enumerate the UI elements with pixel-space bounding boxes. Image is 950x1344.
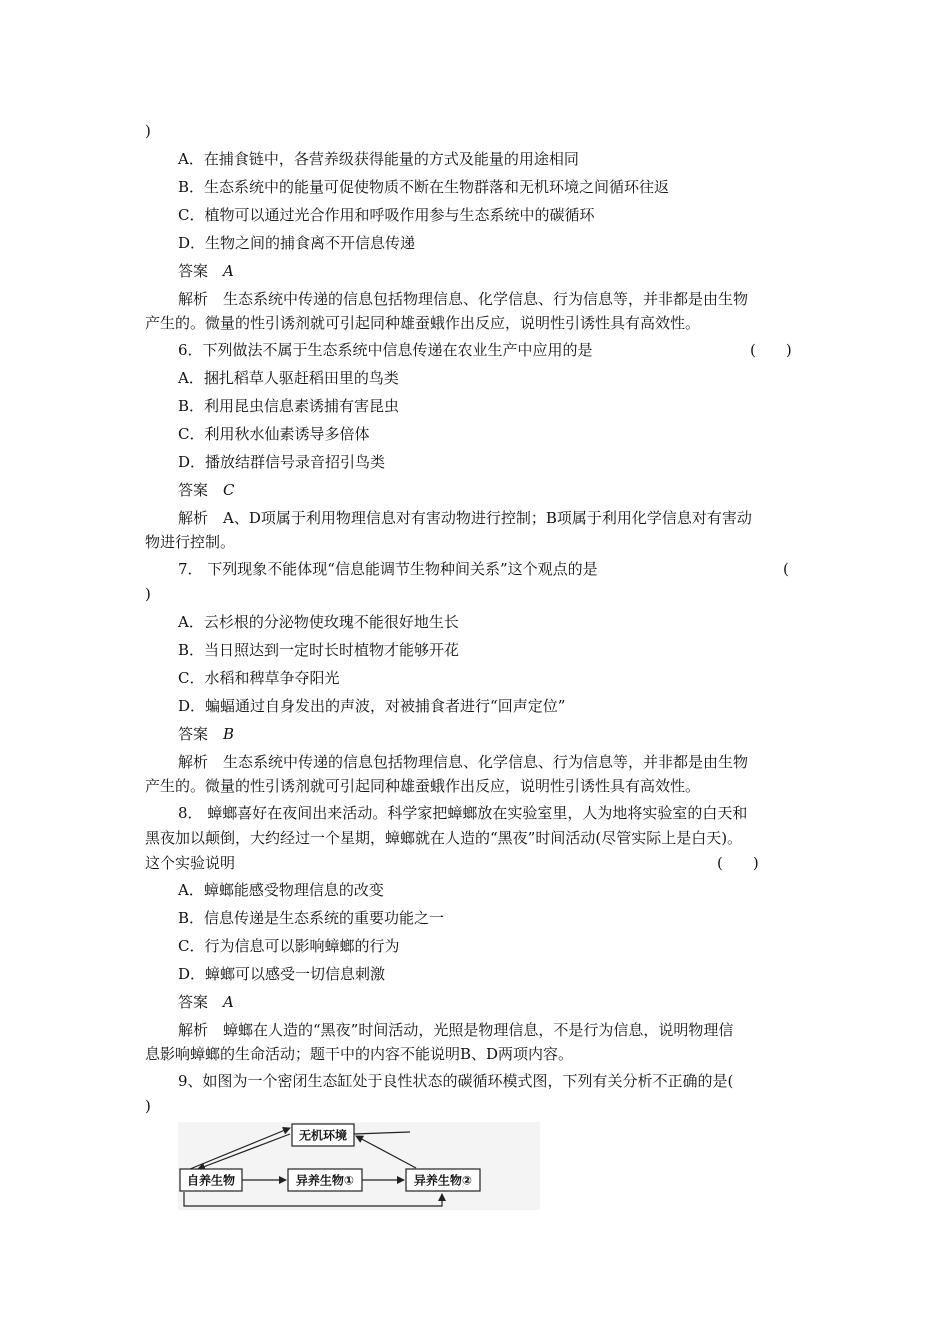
q6-answer bbox=[178, 480, 235, 500]
q8-answer bbox=[178, 992, 234, 1012]
q5-option-b: B．生态系统中的能量可促使物质不断在生物群落和无机环境之间循环往返 bbox=[178, 178, 670, 196]
q5-analysis-line2: 产生的。微量的性引诱剂就可引起同种雄蚕蛾作出反应，说明性引诱性具有高效性。 bbox=[145, 314, 701, 332]
q8-answer-bracket: ( ) bbox=[717, 854, 759, 872]
q8-option-b: B．信息传递是生态系统的重要功能之一 bbox=[178, 909, 445, 927]
q7-answer-label: 答案 bbox=[178, 725, 209, 743]
q6-answer-label: 答案 bbox=[178, 481, 209, 499]
q8-option-c: C．行为信息可以影响蟑螂的行为 bbox=[178, 937, 400, 955]
q9-stem: 9、如图为一个密闭生态缸处于良性状态的碳循环模式图，下列有关分析不正确的是( bbox=[178, 1072, 734, 1090]
q5-option-c: C．植物可以通过光合作用和呼吸作用参与生态系统中的碳循环 bbox=[178, 206, 595, 224]
q7-option-b: B．当日照达到一定时长时植物才能够开花 bbox=[178, 641, 460, 659]
q5-option-a: A．在捕食链中，各营养级获得能量的方式及能量的用途相同 bbox=[178, 150, 579, 168]
q5-answer bbox=[178, 261, 234, 281]
q6-answer-bracket: ( ) bbox=[750, 341, 792, 359]
q8-stem-line2: 黑夜加以颠倒，大约经过一个星期，蟑螂就在人造的“黑夜”时间活动(尽管实际上是白天)。 bbox=[145, 829, 743, 847]
q7-stem: 7． 下列现象不能体现“信息能调节生物种间关系”这个观点的是 bbox=[178, 560, 598, 578]
q8-analysis-line2: 息影响蟑螂的生命活动；题干中的内容不能说明B、D两项内容。 bbox=[145, 1045, 574, 1063]
q7-answer bbox=[178, 724, 234, 744]
q8-stem-line1: 8． 蟑螂喜好在夜间出来活动。科学家把蟑螂放在实验室里，人为地将实验室的白天和 bbox=[178, 804, 748, 822]
q7-analysis-line1: 解析 生态系统中传递的信息包括物理信息、化学信息、行为信息等，并非都是由生物 bbox=[178, 753, 749, 771]
q6-option-c: C．利用秋水仙素诱导多倍体 bbox=[178, 425, 370, 443]
node-het1-label: 异养生物① bbox=[295, 1173, 355, 1188]
q6-option-a: A．捆扎稻草人驱赶稻田里的鸟类 bbox=[178, 369, 399, 387]
q9-bracket-close: ) bbox=[145, 1097, 151, 1115]
q6-answer-value: C bbox=[223, 481, 235, 499]
q7-answer-value: B bbox=[223, 725, 235, 743]
q5-answer-label: 答案 bbox=[178, 262, 209, 280]
q8-option-a: A．蟑螂能感受物理信息的改变 bbox=[178, 881, 384, 899]
carbon-cycle-diagram bbox=[178, 1122, 540, 1210]
node-env-label: 无机环境 bbox=[298, 1128, 348, 1143]
q5-option-d: D．生物之间的捕食离不开信息传递 bbox=[178, 234, 416, 252]
q7-analysis-line2: 产生的。微量的性引诱剂就可引起同种雄蚕蛾作出反应，说明性引诱性具有高效性。 bbox=[145, 777, 701, 795]
q5-answer-value: A bbox=[223, 262, 234, 280]
q7-option-d: D．蝙蝠通过自身发出的声波，对被捕食者进行“回声定位” bbox=[178, 697, 566, 715]
q8-answer-value: A bbox=[223, 993, 234, 1011]
q8-analysis-line1: 解析 蟑螂在人造的“黑夜”时间活动，光照是物理信息，不是行为信息，说明物理信 bbox=[178, 1021, 734, 1039]
q8-stem-line3: 这个实验说明 bbox=[145, 854, 236, 872]
q8-option-d: D．蟑螂可以感受一切信息刺激 bbox=[178, 965, 386, 983]
q6-option-d: D．播放结群信号录音招引鸟类 bbox=[178, 453, 386, 471]
q7-option-c: C．水稻和稗草争夺阳光 bbox=[178, 669, 340, 687]
q6-analysis-line2: 物进行控制。 bbox=[145, 533, 236, 551]
q7-bracket-open: ( bbox=[783, 560, 789, 578]
node-auto-label: 自养生物 bbox=[186, 1173, 236, 1188]
diagram-background bbox=[178, 1122, 540, 1210]
q6-stem: 6．下列做法不属于生态系统中信息传递在农业生产中应用的是 bbox=[178, 341, 593, 359]
node-het2-label: 异养生物② bbox=[413, 1173, 473, 1188]
q5-bracket-close: ) bbox=[145, 122, 151, 140]
q6-analysis-line1: 解析 A、D项属于利用物理信息对有害动物进行控制；B项属于利用化学信息对有害动 bbox=[178, 509, 752, 527]
q7-bracket-close: ) bbox=[145, 585, 151, 603]
q8-answer-label: 答案 bbox=[178, 993, 209, 1011]
q5-analysis-line1: 解析 生态系统中传递的信息包括物理信息、化学信息、行为信息等，并非都是由生物 bbox=[178, 290, 749, 308]
q6-option-b: B．利用昆虫信息素诱捕有害昆虫 bbox=[178, 397, 400, 415]
q7-option-a: A．云杉根的分泌物使玫瑰不能很好地生长 bbox=[178, 613, 459, 631]
